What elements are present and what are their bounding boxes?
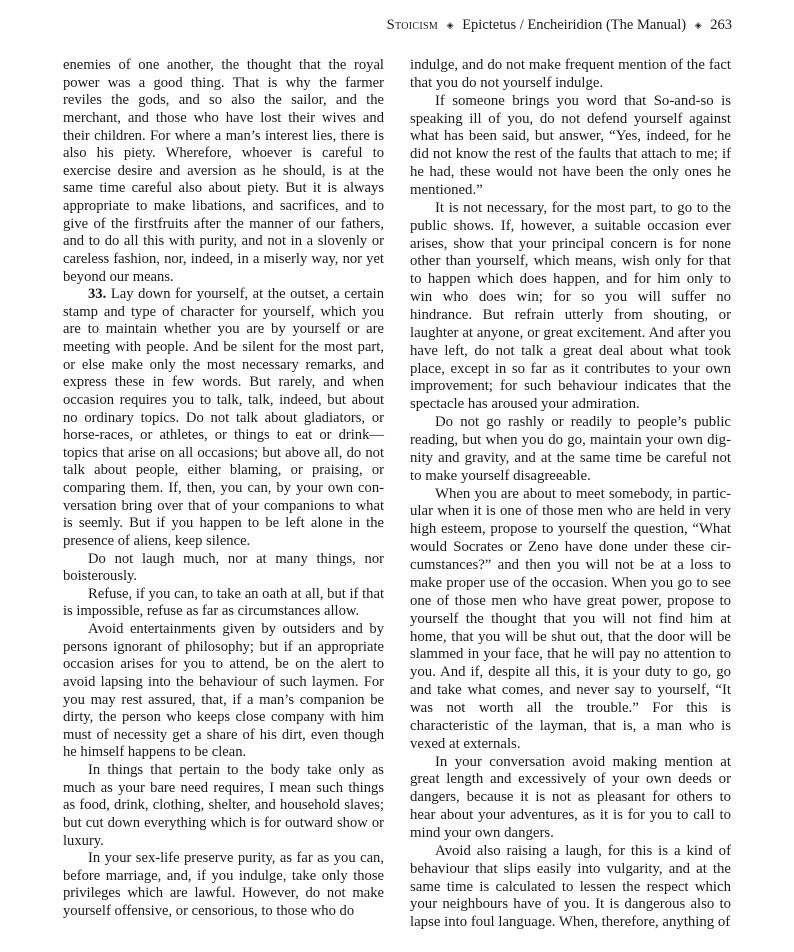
paragraph [63,621,384,762]
paragraph [410,843,731,932]
left-column [63,57,384,937]
text-columns [63,57,731,937]
paragraph [410,93,731,200]
work-title: Encheiridion (The Manual) [527,17,687,33]
paragraph-text: In things that pertain to the body take only as much as your bare need requires, I mean such things as food, drink, clothing, shelter, and household slaves; but cut down everything which is for outward show or luxury. [63,762,384,849]
separator-diamond-icon: ◈ [446,20,454,30]
paragraph-text: If someone brings you word that So-and-so is speaking ill of you, do not defend yourself against what has been said, but answer, “Yes, indeed, for he did not know the rest of the faults that attach to me; if he had, these would not have been the only ones he mentioned.” [410,92,731,199]
paragraph-text: In your sex-life preserve purity, as far as you can, before marriage, and, if you indulge, take only those privileges which are lawful. However, do not make yourself offensive, or censorious, to those who do [63,850,384,919]
running-head [387,17,732,34]
paragraph [63,586,384,621]
paragraph-text: Do not laugh much, nor at many things, nor boisterously. [63,550,384,585]
paragraph-text: enemies of one another, the thought that the royal power was a good thing. That is why the farmer reviles the gods, and so also the sailor, and the merchant, and those who have lost their wives and their children. For where a man’s interest lies, there is also his piety. Wherefore, whoever is careful to exercise desire and aversion as he should, is at the same time careful also about piety. But it is always appropriate to make libations, and sacrifices, and to give of the firstfruits after the manner of our fathers, and to do all this with purity, and not in a slovenly or careless fashion, nor, indeed, in a miserly way, nor yet beyond our means. [63,57,384,285]
separator-diamond-icon: ◈ [694,20,702,30]
right-column [410,57,731,937]
paragraph-text: It is not necessary, for the most part, to go to the public shows. If, however, a suitable occasion ever arises, show that your principal concern is for none other than yourself, which means, wish only for that to happen which does happen, and for him only to win who does win; for so you will suffer no hindrance. But refrain utterly from shouting, or laughter at anyone, or great excitement. And after you have left, do not talk a great deal about what took place, except in so far as it contributes to your own improvement; for such behaviour indicates that the spectacle has aroused your admiration. [410,199,731,413]
paragraph [410,200,731,414]
paragraph [410,486,731,754]
series-title: Stoicism [386,17,439,33]
paragraph [410,414,731,485]
title-slash: / [519,17,524,33]
paragraph [410,754,731,843]
page-number: 263 [710,17,732,33]
paragraph-text: Avoid entertainments given by outsiders and by persons ignorant of philosophy; but if an appropriate occasion arises for you to attend, be on the alert to avoid lapsing into the behaviour of such laymen. For you may rest assured, that, if a man’s companion be dirty, the person who keeps close company with him must of necessity get a share of his dirt, even though he himself happens to be clean. [63,621,384,761]
paragraph [63,551,384,586]
paragraph [63,286,384,550]
paragraph [63,762,384,850]
paragraph-text: Refuse, if you can, to take an oath at all, but if that is impossible, refuse as far as circumstances allow. [63,585,384,620]
section-number: 33. [88,286,107,303]
paragraph-text: When you are about to meet somebody, in particular when it is one of those men who are held in very high esteem, propose to yourself the question, “What would Socrates or Zeno have done under these circumstances?” and then you will not be at a loss to make proper use of the occasion. When you go to see one of those men who have great power, propose to yourself the thought that you will not find him at home, that you will be shut out, that the door will be slammed in your face, that he will pay no attention to you. And if, despite all this, it is your duty to go, go and take what comes, and never say to yourself, “It was not worth all the trouble.” For this is characteristic of the layman, that is, a man who is vexed at externals. [410,485,731,752]
paragraph-text: In your conversation avoid making mention at great length and excessively of your own deeds or dangers, because it is not as pleasant for others to hear about your adventures, as it is for you to call to mind your own dangers. [410,753,731,841]
paragraph-text: Do not go rashly or readily to people’s public reading, but when you do go, maintain your own dignity and gravity, and at the same time be careful not to make yourself disagreeable. [410,414,731,484]
paragraph-text: indulge, and do not make frequent mention of the fact that you do not yourself indulge. [410,57,731,91]
author-name: Epictetus [462,17,517,33]
paragraph [63,850,384,921]
paragraph-text: Avoid also raising a laugh, for this is a kind of behaviour that slips easily into vulgarity, and at the same time is calculated to lessen the respect which your neighbours have of you. It is dangerous also to lapse into foul language. When, therefore, anything of [410,842,731,931]
paragraph [410,57,731,93]
paragraph-text: Lay down for yourself, at the outset, a certain stamp and type of character for yourself, which you are to maintain whether you are by yourself or are meeting with people. And be silent for the most part, or else make only the most necessary remarks, and express these in few words. But rarely, and when occasion requires you to talk, talk, indeed, but about no ordinary topics. Do not talk about gladiators, or horse-races, or athletes, or things to eat or drink— topics that arise on all occasions; but above all, do not talk about people, either blaming, or praising, or comparing them. If, then, you can, by your own conversation bring over that of your companions to what is seemly. But if you happen to be left alone in the presence of aliens, keep silence. [63,286,384,549]
paragraph [63,57,384,286]
